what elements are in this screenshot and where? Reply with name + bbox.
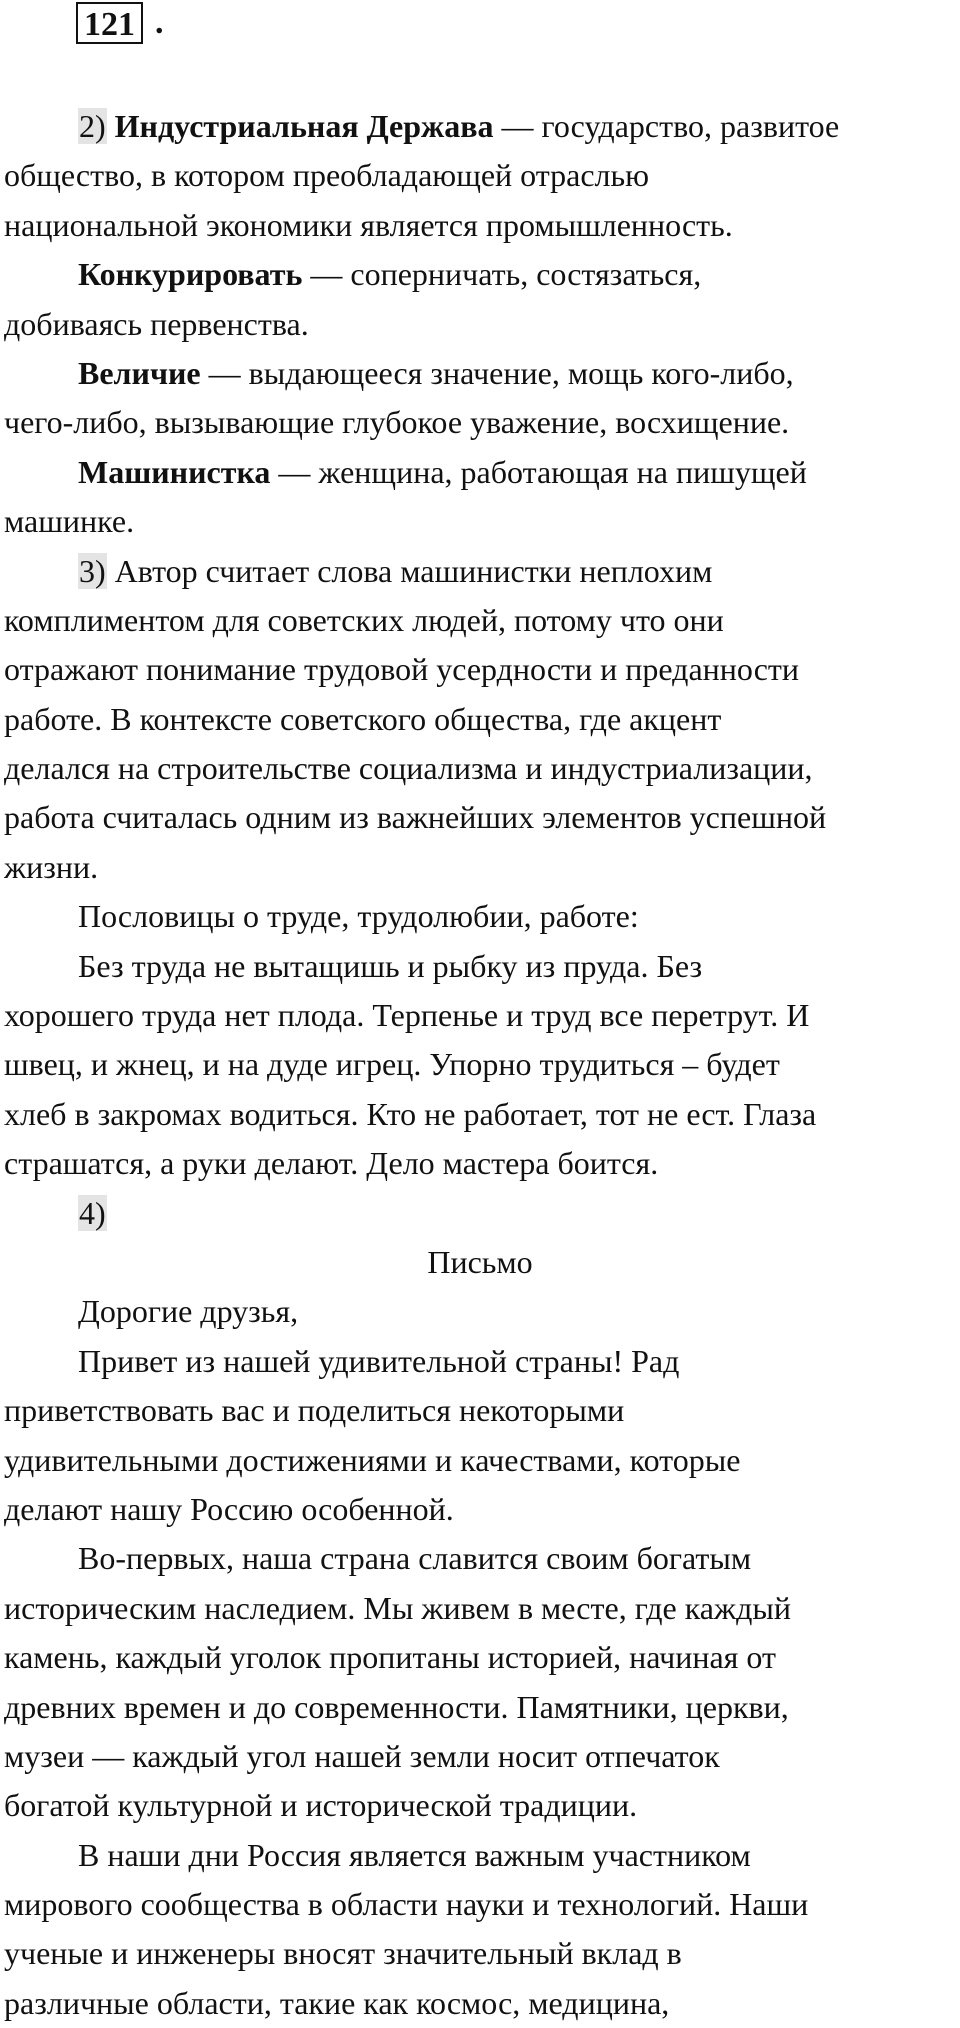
text-span: историческим наследием. Мы живем в месте, где каждый [4,1589,791,1626]
text-span: работа считалась одним из важнейших элементов успешной [4,799,827,836]
text-line [4,1287,956,1336]
text-span: мирового сообщества в области науки и технологий. Наши [4,1886,809,1923]
text-line [4,250,956,299]
term: Величие [78,354,201,391]
text-span: — соперничать, состязаться, [302,256,702,293]
task-number-suffix: . [155,4,164,41]
text-line [4,448,956,497]
text-span: общество, в котором преобладающей отраслью [4,157,649,194]
text-line [4,102,956,151]
text-span: чего-либо, вызывающие глубокое уважение, восхищение. [4,404,790,441]
text-span: ученые и инженеры вносят значительный вклад в [4,1935,682,1972]
text-span: — женщина, работающая на пишущей [270,453,807,490]
text-span: Во-первых, наша страна славится своим богатым [78,1540,752,1577]
text-line [4,1584,956,1633]
text-span: Без труда не вытащишь и рыбку из пруда. Без [78,947,703,984]
item-number: 4) [79,1194,106,1231]
text-line [4,1139,956,1188]
item-number: 2) [79,108,106,144]
text-span: жизни. [4,848,99,885]
text-line [4,1436,956,1485]
text-span: различные области, такие как космос, медицина, [4,1984,670,2021]
text-span: богатой культурной и исторической традиции. [4,1787,638,1824]
task-number: 121 [84,6,135,43]
text-span: Автор считает слова машинистки неплохим [106,552,713,589]
term: Машинистка [78,453,271,490]
text-line [4,151,956,200]
text-line [4,843,956,892]
text-span: Привет из нашей удивительной страны! Рад [78,1342,680,1379]
text-span: швец, и жнец, и на дуде игрец. Упорно трудиться – будет [4,1046,780,1083]
text-line [4,1040,956,1089]
text-span: древних времен и до современности. Памятники, церкви, [4,1688,789,1725]
text-line [4,201,956,250]
text-span: В наши дни Россия является важным участником [78,1836,751,1873]
text-span: хлеб в закромах водиться. Кто не работает, тот не ест. Глаза [4,1095,817,1132]
text-line [4,1090,956,1139]
text-line [4,793,956,842]
text-line [4,1683,956,1732]
text-line [4,991,956,1040]
text-span: Пословицы о труде, трудолюбии, работе: [78,898,639,935]
text-line [4,1485,956,1534]
text-line [4,645,956,694]
text-span: работе. В контексте советского общества, где акцент [4,700,722,737]
text-line [4,744,956,793]
text-span: приветствовать вас и поделиться некоторыми [4,1392,625,1429]
text-span: музеи — каждый угол нашей земли носит отпечаток [4,1737,720,1774]
text-line [4,596,956,645]
item-number: 3) [79,552,106,589]
text-line [4,1880,956,1929]
text-line [4,1238,956,1287]
text-line [4,1979,956,2028]
text-line [4,349,956,398]
term: Конкурировать [78,256,303,293]
text-line [4,398,956,447]
text-span: Дорогие друзья, [78,1293,299,1330]
text-span: Письмо [427,1243,533,1280]
text-line [4,497,956,546]
text-line [4,1929,956,1978]
text-line [4,1781,956,1830]
text-line [4,300,956,349]
text-span: делался на строительстве социализма и индустриализации, [4,750,813,787]
text-line [4,1831,956,1880]
text-span: — государство, развитое [493,108,840,144]
text-span: хорошего труда нет плода. Терпенье и труд все перетрут. И [4,997,810,1034]
text-line [4,1534,956,1583]
document-body [4,102,956,2028]
text-span: страшатся, а руки делают. Дело мастера боится. [4,1145,659,1182]
task-number-box [76,2,143,44]
text-line [4,1633,956,1682]
text-span: удивительными достижениями и качествами, которые [4,1441,741,1478]
text-span: машинке. [4,503,135,540]
text-span: комплиментом для советских людей, потому что они [4,601,724,638]
text-line [4,1337,956,1386]
text-span: отражают понимание трудовой усердности и преданности [4,651,799,688]
text-line [4,547,956,596]
text-span [107,108,115,144]
text-span: камень, каждый уголок пропитаны историей, начиная от [4,1639,776,1676]
text-span: — выдающееся значение, мощь кого-либо, [200,354,794,391]
text-line [4,1189,956,1238]
text-span: национальной экономики является промышленность. [4,206,733,243]
text-line [4,1732,956,1781]
text-span: добиваясь первенства. [4,305,309,342]
text-line [4,695,956,744]
text-line [4,942,956,991]
text-line [4,1386,956,1435]
text-span: делают нашу Россию особенной. [4,1490,454,1527]
term: Индустриальная Держава [114,108,494,144]
text-line [4,892,956,941]
